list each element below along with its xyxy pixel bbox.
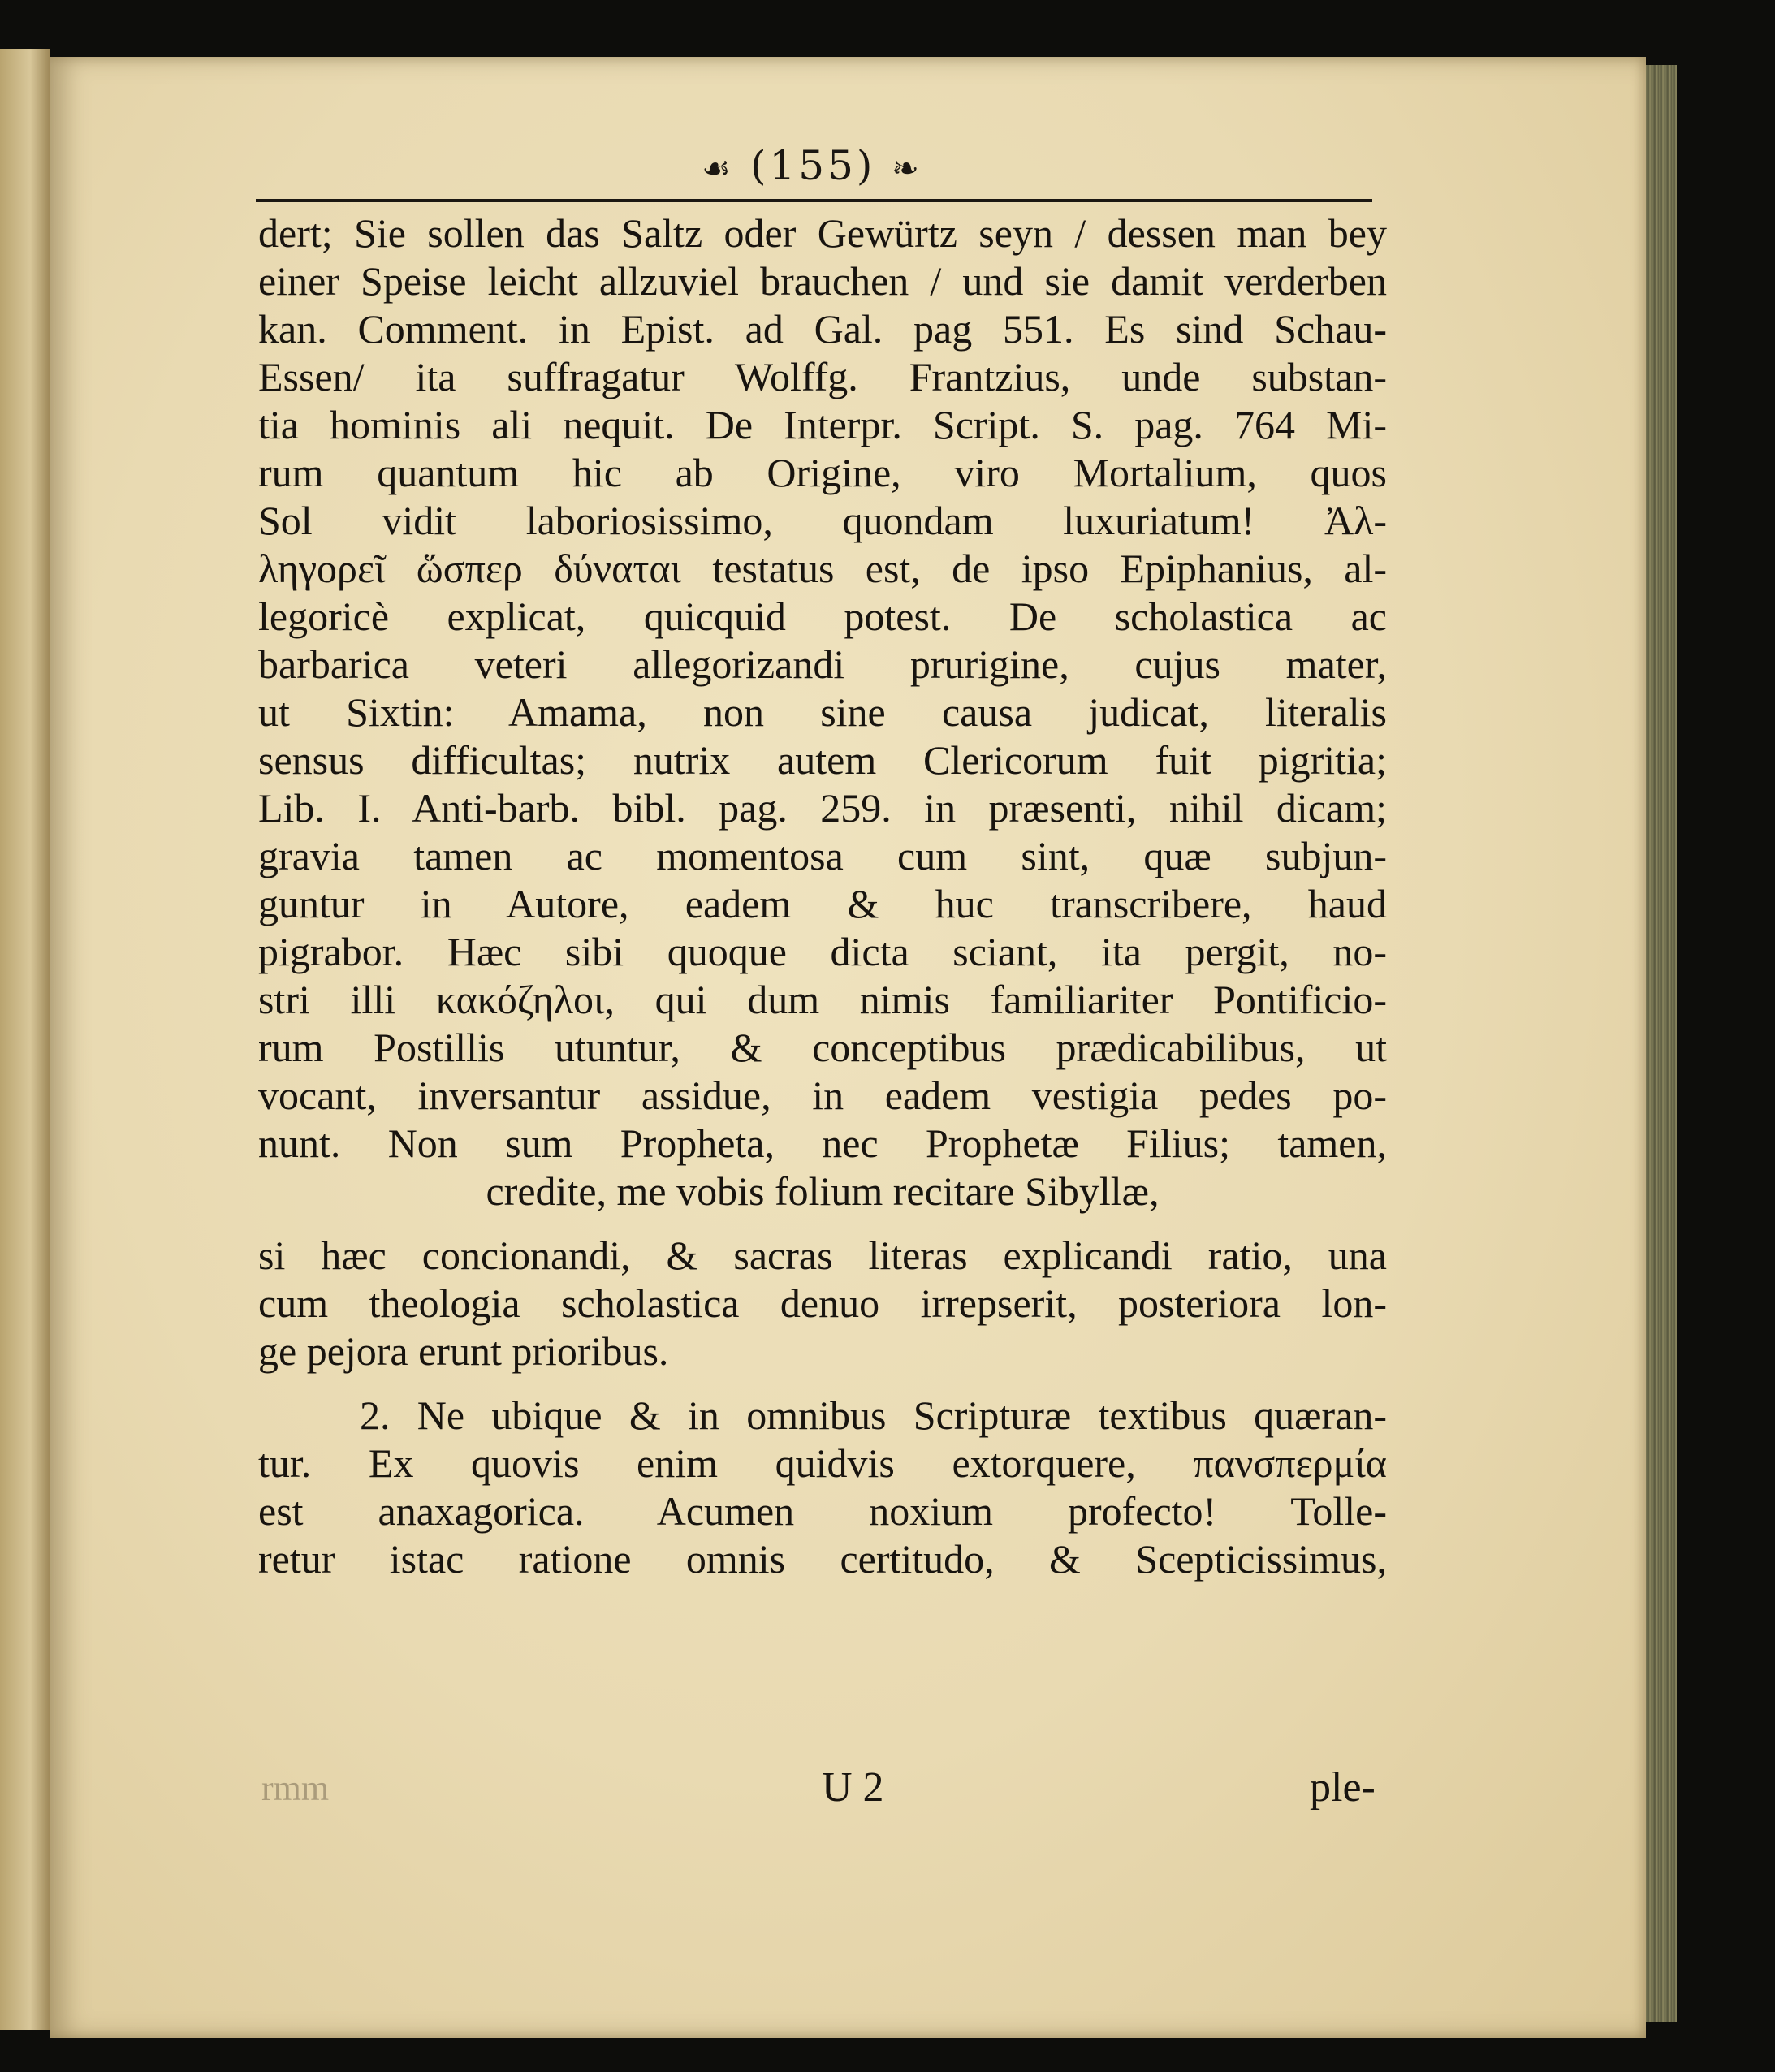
text-line: 2. Ne ubique & in omnibus Scripturæ textibus quæran-	[360, 1392, 1387, 1438]
text-line: pigrabor. Hæc sibi quoque dicta sciant, ita pergit, no-	[258, 929, 1387, 974]
previous-page-edge	[0, 49, 50, 2030]
text-line: ληγορεῖ ὥσπερ δύναται testatus est, de ipso Epiphanius, al-	[258, 546, 1387, 591]
text-line: sensus difficultas; nutrix autem Clericorum fuit pigritia;	[258, 737, 1387, 783]
quote-line: credite, me vobis folium recitare Sibyllæ,	[486, 1168, 1160, 1214]
text-line: kan. Comment. in Epist. ad Gal. pag 551. Es sind Schau-	[258, 306, 1387, 352]
text-line: si hæc concionandi, & sacras literas explicandi ratio, una	[258, 1232, 1387, 1278]
bleed-through-text: rmm	[261, 1768, 330, 1808]
text-line: Lib. I. Anti-barb. bibl. pag. 259. in præsenti, nihil dicam;	[258, 785, 1387, 831]
signature-mark: U 2	[822, 1764, 884, 1811]
text-line: gravia tamen ac momentosa cum sint, quæ subjun-	[258, 833, 1387, 878]
header-ornament-right: ❧	[892, 150, 922, 188]
text-line: tia hominis ali nequit. De Interpr. Script. S. pag. 764 Mi-	[258, 402, 1387, 447]
text-line: cum theologia scholastica denuo irrepserit, posteriora lon-	[258, 1280, 1387, 1326]
text-line: Essen/ ita suffragatur Wolffg. Frantzius, unde substan-	[258, 354, 1387, 399]
page-number: (155)	[749, 142, 876, 189]
text-line: ge pejora erunt prioribus.	[258, 1328, 669, 1374]
text-line: ut Sixtin: Amama, non sine causa judicat, literalis	[258, 689, 1387, 735]
text-line: barbarica veteri allegorizandi prurigine, cujus mater,	[258, 641, 1387, 687]
header-ornament-left: ☙	[702, 150, 735, 188]
text-line: rum Postillis utuntur, & conceptibus prædicabilibus, ut	[258, 1025, 1387, 1070]
text-line: nunt. Non sum Propheta, nec Prophetæ Filius; tamen,	[258, 1120, 1387, 1166]
text-line: dert; Sie sollen das Saltz oder Gewürtz seyn / dessen man bey	[258, 210, 1387, 256]
text-line: stri illi κακόζηλοι, qui dum nimis familiariter Pontificio-	[258, 977, 1387, 1022]
text-line: Sol vidit laboriosissimo, quondam luxuriatum! Ἀλ-	[258, 498, 1387, 543]
text-line: tur. Ex quovis enim quidvis extorquere, πανσπερμία	[258, 1440, 1387, 1486]
text-line: rum quantum hic ab Origine, viro Mortalium, quos	[258, 450, 1387, 495]
catchword: ple-	[1310, 1764, 1376, 1811]
body-text	[258, 209, 1387, 1583]
text-line: einer Speise leicht allzuviel brauchen / und sie damit verderben	[258, 258, 1387, 304]
running-header	[666, 142, 958, 199]
text-line: retur istac ratione omnis certitudo, & Scepticissimus,	[258, 1536, 1387, 1582]
text-line: est anaxagorica. Acumen noxium profecto! Tolle-	[258, 1488, 1387, 1534]
text-line: vocant, inversantur assidue, in eadem vestigia pedes po-	[258, 1073, 1387, 1118]
page-stack-edges	[1646, 65, 1677, 2022]
text-line: guntur in Autore, eadem & huc transcribere, haud	[258, 881, 1387, 926]
header-rule	[256, 199, 1372, 202]
text-line: legoricè explicat, quicquid potest. De scholastica ac	[258, 594, 1387, 639]
